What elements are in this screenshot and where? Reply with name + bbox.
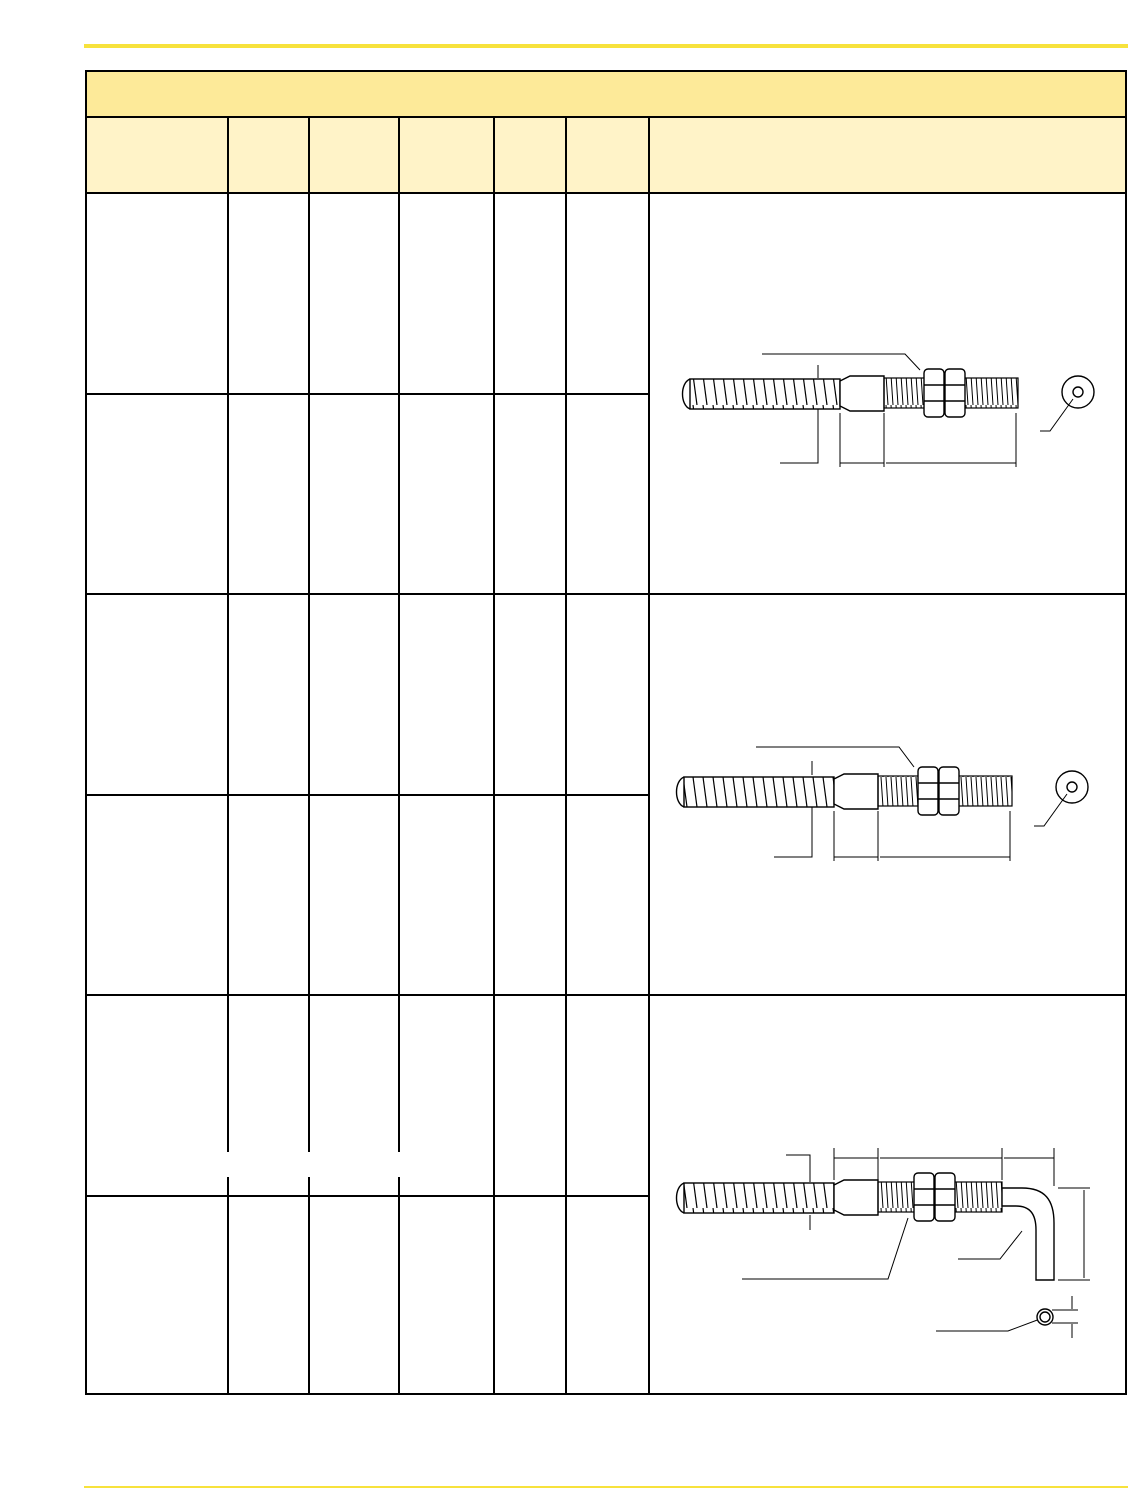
end-view bbox=[1037, 1309, 1053, 1325]
straight-thermocouple-drawing-1 bbox=[650, 195, 1126, 593]
end-view bbox=[1040, 376, 1094, 431]
armored-cable bbox=[683, 379, 841, 409]
end-view bbox=[1034, 771, 1088, 826]
hex-nuts bbox=[924, 369, 965, 417]
hex-nuts bbox=[918, 767, 959, 815]
transition-fitting bbox=[834, 1180, 878, 1215]
bent-thermocouple-drawing bbox=[650, 998, 1126, 1394]
armored-cable bbox=[677, 1183, 835, 1213]
hex-nuts bbox=[914, 1173, 955, 1221]
armored-cable bbox=[677, 777, 835, 807]
transition-fitting bbox=[840, 376, 884, 411]
dimension-lines bbox=[762, 354, 1016, 467]
bent-sheath bbox=[1002, 1188, 1054, 1280]
bottom-accent-rule bbox=[84, 1486, 1128, 1488]
transition-fitting bbox=[834, 774, 878, 809]
straight-thermocouple-drawing-2 bbox=[650, 597, 1126, 993]
